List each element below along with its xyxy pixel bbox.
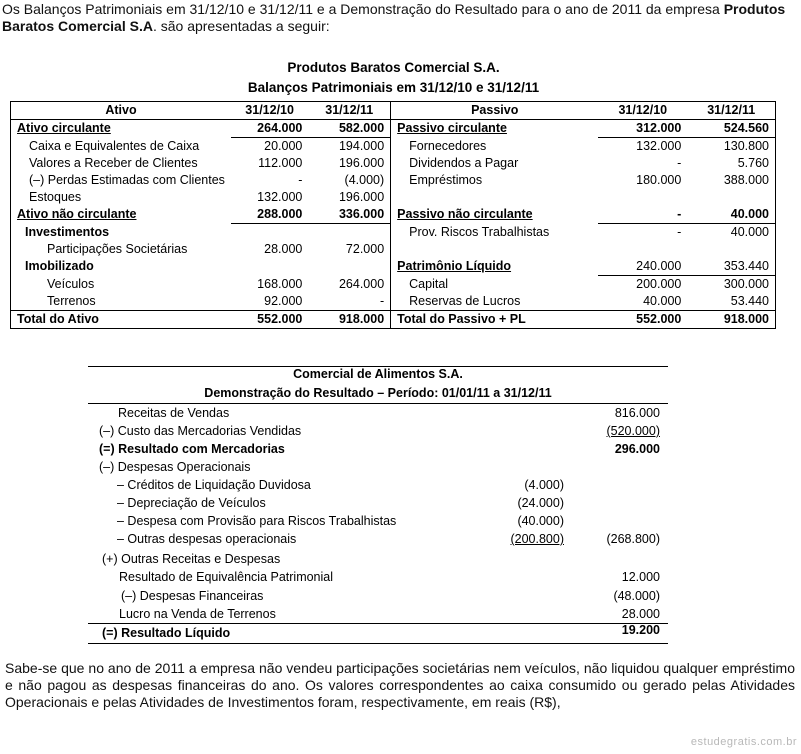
balance-title: Produtos Baratos Comercial S.A.: [287, 60, 500, 75]
dre-row: [88, 440, 668, 458]
cell-value: 194.000: [308, 138, 390, 156]
ativo-nao-circulante-label: Ativo não circulante: [17, 207, 137, 222]
cell-value: 264.000: [231, 120, 308, 138]
dre-total-row: [88, 624, 668, 642]
dre-label: Receitas de Vendas: [118, 406, 230, 420]
cell-value: 582.000: [308, 120, 390, 138]
cell-value: [231, 224, 308, 242]
cell-label: Caixa e Equivalentes de Caixa: [29, 138, 200, 153]
dre-value: 296.000: [614, 442, 660, 456]
dre-label: – Despesa com Provisão para Riscos Trabalhistas: [117, 514, 397, 528]
dre-total-bottom-rule: [88, 643, 668, 644]
table-row: [11, 224, 776, 242]
table-row: [11, 189, 776, 206]
cell-value: [231, 258, 308, 276]
cell-value: -: [308, 293, 390, 311]
cell-value: [687, 189, 775, 206]
cell-value: 300.000: [723, 277, 769, 291]
cell-value: 524.560: [687, 120, 775, 138]
dre-row: [88, 422, 668, 440]
balance-sheet-table: [10, 101, 776, 329]
cell-label: Veículos: [47, 276, 95, 291]
imobilizado-label: Imobilizado: [25, 259, 94, 274]
dre-label: (–) Despesas Operacionais: [99, 460, 251, 474]
passivo-nao-circulante-label: Passivo não circulante: [397, 207, 533, 222]
dre-row: [88, 550, 668, 568]
dre-subtitle: Demonstração do Resultado – Período: 01/01/11 a 31/12/11: [204, 386, 552, 400]
cell-label: Dividendos a Pagar: [409, 156, 519, 170]
balance-subtitle: Balanços Patrimoniais em 31/12/10 e 31/12/11: [247, 80, 540, 95]
dre-value: (24.000): [517, 496, 564, 510]
cell-value: 168.000: [257, 276, 303, 291]
dre-label: Lucro na Venda de Terrenos: [119, 607, 276, 621]
cell-value: 130.800: [723, 139, 769, 153]
dre-row: [88, 494, 668, 512]
cell-value: 112.000: [258, 156, 303, 170]
header-ativo: Ativo: [11, 102, 231, 120]
passivo-circulante-label: Passivo circulante: [397, 121, 507, 136]
balance-header-row: [11, 102, 776, 120]
cell-value: 552.000: [598, 311, 687, 329]
table-row: [11, 155, 776, 172]
cell-label: Capital: [409, 276, 449, 291]
cell-value: 336.000: [308, 206, 390, 224]
cell-label: Reservas de Lucros: [409, 294, 521, 308]
table-row: [11, 276, 776, 294]
cell-value: 240.000: [598, 258, 687, 276]
cell-value: [598, 241, 687, 258]
cell-value: 552.000: [231, 311, 308, 329]
header-passivo-d2: 31/12/11: [687, 102, 775, 120]
dre-total-value: 19.200: [621, 623, 660, 637]
cell-label: [391, 189, 599, 206]
dre-label: (=) Resultado com Mercadorias: [99, 442, 285, 456]
dre-title: Comercial de Alimentos S.A.: [293, 367, 463, 381]
dre-value: (200.800): [510, 532, 564, 546]
dre-row: [88, 605, 668, 623]
ativo-circulante-label: Ativo circulante: [17, 121, 111, 136]
table-row: [11, 258, 776, 276]
dre-row: [88, 568, 668, 586]
intro-text-before: Os Balanços Patrimoniais em 31/12/10 e 31/12/11 e a Demonstração do Resultado para o ano de 2011 da empresa: [2, 1, 724, 17]
cell-value: 40.000: [730, 225, 769, 239]
cell-value: 40.000: [687, 206, 775, 224]
dre-label: Resultado de Equivalência Patrimonial: [119, 570, 334, 584]
dre-value: (268.800): [606, 532, 660, 546]
cell-value: 53.440: [730, 294, 769, 308]
intro-company-name: Produtos Baratos Comercial S.A: [2, 1, 786, 34]
dre-label: – Depreciação de Veículos: [117, 496, 266, 510]
dre-value: (40.000): [517, 514, 564, 528]
dre-label: (–) Custo das Mercadorias Vendidas: [99, 424, 302, 438]
cell-value: 353.440: [687, 258, 775, 276]
cell-value: 312.000: [598, 120, 687, 138]
cell-value: 72.000: [308, 241, 390, 258]
dre-value: (48.000): [613, 589, 660, 603]
cell-value: (4.000): [308, 172, 390, 189]
investimentos-label: Investimentos: [25, 224, 110, 239]
dre-label: – Outras despesas operacionais: [117, 532, 297, 546]
cell-label: Fornecedores: [409, 138, 487, 153]
table-row: [11, 172, 776, 189]
dre-row: [88, 530, 668, 548]
dre-row: [88, 512, 668, 530]
cell-value: 5.760: [737, 156, 769, 170]
cell-label: Empréstimos: [409, 173, 483, 187]
cell-value: 92.000: [264, 294, 303, 308]
cell-label: Valores a Receber de Clientes: [29, 156, 198, 170]
table-row: [11, 138, 776, 156]
patrimonio-liquido-label: Patrimônio Líquido: [397, 259, 512, 274]
total-row: [11, 311, 776, 329]
cell-value: 918.000: [308, 311, 390, 329]
dre-label: (–) Despesas Financeiras: [121, 589, 264, 603]
cell-value: 132.000: [636, 139, 682, 153]
cell-value: 388.000: [723, 173, 769, 187]
table-row: [11, 206, 776, 224]
cell-label: (–) Perdas Estimadas com Clientes: [29, 173, 225, 187]
cell-value: [308, 224, 390, 242]
table-row: [11, 241, 776, 258]
dre-row: [88, 404, 668, 422]
cell-value: 40.000: [643, 294, 682, 308]
header-ativo-d2: 31/12/11: [308, 102, 390, 120]
cell-value: -: [677, 225, 682, 239]
total-ativo-label: Total do Ativo: [11, 311, 231, 329]
cell-value: -: [677, 156, 682, 170]
cell-value: 28.000: [264, 242, 303, 256]
dre-label: (+) Outras Receitas e Despesas: [102, 552, 281, 566]
dre-value: (4.000): [524, 478, 564, 492]
cell-value: 918.000: [687, 311, 775, 329]
cell-value: [598, 189, 687, 206]
dre-value: (520.000): [606, 424, 660, 438]
dre-row: [88, 587, 668, 605]
cell-value: [308, 258, 390, 276]
dre-value: 28.000: [621, 607, 660, 621]
cell-value: 196.000: [308, 155, 390, 172]
cell-label: Estoques: [29, 190, 82, 204]
cell-value: -: [298, 173, 303, 187]
dre-value: 12.000: [621, 570, 660, 584]
cell-value: 200.000: [636, 277, 682, 291]
watermark: estudegratis.com.br: [690, 736, 797, 748]
dre-label: – Créditos de Liquidação Duvidosa: [117, 478, 311, 492]
dre-row: [88, 476, 668, 494]
cell-label: Participações Societárias: [47, 242, 188, 256]
cell-value: 180.000: [636, 173, 682, 187]
header-ativo-d1: 31/12/10: [231, 102, 308, 120]
cell-label: Terrenos: [47, 294, 96, 308]
table-row: [11, 293, 776, 311]
cell-label: Prov. Riscos Trabalhistas: [409, 224, 550, 239]
cell-value: -: [598, 206, 687, 224]
header-passivo: Passivo: [391, 102, 599, 120]
cell-value: 132.000: [257, 190, 303, 204]
dre-row: [88, 458, 668, 476]
cell-value: 264.000: [308, 276, 390, 294]
intro-paragraph: [2, 1, 798, 35]
cell-label: [391, 241, 599, 258]
dre-total-label: (=) Resultado Líquido: [102, 626, 231, 640]
dre-value: 816.000: [614, 406, 660, 420]
table-row: [11, 120, 776, 138]
cell-value: 196.000: [308, 189, 390, 206]
total-passivo-label: Total do Passivo + PL: [391, 311, 599, 329]
cell-value: [687, 241, 775, 258]
closing-paragraph: Sabe-se que no ano de 2011 a empresa não vendeu participações societárias nem veículos, não liquidou qualquer empréstimo e não pagou as despesas financeiras do ano. Os valores correspondentes ao caixa consumido ou gerado pelas Atividades Operacionais e pelas Atividades de Investimentos foram, respectivamente, em reais (R$),: [5, 660, 795, 710]
cell-value: 288.000: [231, 206, 308, 224]
cell-value: 20.000: [264, 139, 303, 153]
intro-text-after: . são apresentadas a seguir:: [152, 18, 330, 34]
header-passivo-d1: 31/12/10: [598, 102, 687, 120]
